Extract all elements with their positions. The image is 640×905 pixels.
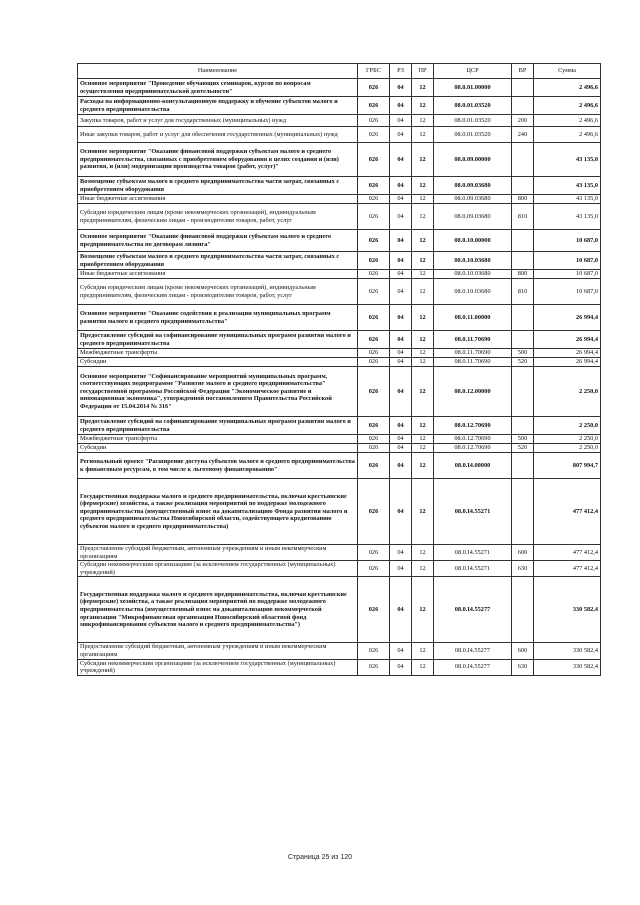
cell-name: Предоставление субсидий на софинансирование муниципальных программ развития малого и среднего предпринимательства bbox=[78, 331, 358, 349]
cell-vr: 200 bbox=[512, 115, 534, 127]
cell-vr bbox=[512, 177, 534, 195]
cell-vr bbox=[512, 577, 534, 643]
cell-rz: 04 bbox=[390, 115, 412, 127]
cell-name: Государственная поддержка малого и среднего предпринимательства, включая крестьянские (фермерские) хозяйства, а также реализация мероприятий по поддержке молодежного предпринимательства (имущественный взнос на докапитализацию Фонда развития малого и среднего предпринимательства Новосибирской области, содействующего кредитованию субъектов малого и среднего предпринимательства) bbox=[78, 479, 358, 545]
table-row bbox=[78, 358, 601, 367]
cell-grbs: 026 bbox=[358, 358, 390, 367]
cell-pr: 12 bbox=[412, 79, 434, 97]
cell-rz: 04 bbox=[390, 643, 412, 659]
cell-sum: 2 496,6 bbox=[534, 127, 601, 143]
cell-name: Межбюджетные трансферты bbox=[78, 349, 358, 358]
cell-grbs: 026 bbox=[358, 115, 390, 127]
cell-vr bbox=[512, 331, 534, 349]
cell-grbs: 026 bbox=[358, 127, 390, 143]
cell-csr: 08.0.I4.55271 bbox=[434, 545, 512, 561]
cell-grbs: 026 bbox=[358, 349, 390, 358]
cell-grbs: 026 bbox=[358, 195, 390, 204]
cell-csr: 08.0.12.00000 bbox=[434, 367, 512, 417]
cell-pr: 12 bbox=[412, 577, 434, 643]
cell-rz: 04 bbox=[390, 270, 412, 279]
cell-grbs: 026 bbox=[358, 177, 390, 195]
cell-vr: 810 bbox=[512, 204, 534, 230]
cell-vr: 600 bbox=[512, 643, 534, 659]
cell-csr: 08.0.09.03680 bbox=[434, 195, 512, 204]
header-grbs: ГРБС bbox=[358, 64, 390, 79]
cell-name: Основное мероприятие "Оказание финансовой поддержки субъектам малого и среднего предпринимательства по договорам лизинга" bbox=[78, 230, 358, 252]
header-sum: Сумма bbox=[534, 64, 601, 79]
table-row bbox=[78, 643, 601, 659]
cell-vr bbox=[512, 453, 534, 479]
cell-csr: 08.0.12.70690 bbox=[434, 444, 512, 453]
cell-name: Субсидии некоммерческим организациям (за исключением государственных (муниципальных) учреждений) bbox=[78, 659, 358, 675]
cell-pr: 12 bbox=[412, 143, 434, 177]
cell-rz: 04 bbox=[390, 230, 412, 252]
cell-pr: 12 bbox=[412, 367, 434, 417]
cell-rz: 04 bbox=[390, 195, 412, 204]
table-row bbox=[78, 204, 601, 230]
cell-rz: 04 bbox=[390, 97, 412, 115]
cell-sum: 477 412,4 bbox=[534, 545, 601, 561]
cell-pr: 12 bbox=[412, 444, 434, 453]
cell-rz: 04 bbox=[390, 279, 412, 305]
cell-vr bbox=[512, 417, 534, 435]
cell-sum: 2 250,0 bbox=[534, 367, 601, 417]
cell-pr: 12 bbox=[412, 479, 434, 545]
cell-grbs: 026 bbox=[358, 270, 390, 279]
cell-pr: 12 bbox=[412, 252, 434, 270]
cell-vr: 500 bbox=[512, 435, 534, 444]
cell-csr: 08.0.11.70690 bbox=[434, 331, 512, 349]
table-row bbox=[78, 115, 601, 127]
cell-csr: 08.0.I4.55277 bbox=[434, 643, 512, 659]
cell-vr: 520 bbox=[512, 358, 534, 367]
cell-vr: 810 bbox=[512, 279, 534, 305]
cell-name: Закупка товаров, работ и услуг для государственных (муниципальных) нужд bbox=[78, 115, 358, 127]
cell-sum: 10 687,0 bbox=[534, 270, 601, 279]
header-pr: ПР bbox=[412, 64, 434, 79]
cell-csr: 08.0.12.70690 bbox=[434, 417, 512, 435]
cell-sum: 10 687,0 bbox=[534, 279, 601, 305]
cell-csr: 08.0.11.00000 bbox=[434, 305, 512, 331]
cell-name: Расходы на информационно-консультационную поддержку и обучение субъектов малого и среднего предпринимательства bbox=[78, 97, 358, 115]
header-rz: РЗ bbox=[390, 64, 412, 79]
cell-name: Субсидии юридическим лицам (кроме некоммерческих организаций), индивидуальным предпринимателям, физическим лицам - производителям товаров, работ, услуг bbox=[78, 204, 358, 230]
cell-csr: 08.0.10.03680 bbox=[434, 270, 512, 279]
cell-rz: 04 bbox=[390, 79, 412, 97]
cell-grbs: 026 bbox=[358, 143, 390, 177]
page-number: Страница 25 из 120 bbox=[287, 854, 353, 861]
cell-rz: 04 bbox=[390, 143, 412, 177]
cell-name: Основное мероприятие "Софинансирование мероприятий муниципальных программ, соответствующих подпрограмме "Развитие малого и среднего предпринимательства" государственной программы Российской Федерации "Экономическое развитие и инновационная экономика", утвержденной постановлением Правительства Российской Федерации от 15.04.2014 № 316" bbox=[78, 367, 358, 417]
cell-rz: 04 bbox=[390, 331, 412, 349]
cell-sum: 330 582,4 bbox=[534, 643, 601, 659]
cell-csr: 08.0.09.00000 bbox=[434, 143, 512, 177]
cell-rz: 04 bbox=[390, 479, 412, 545]
cell-sum: 2 250,0 bbox=[534, 417, 601, 435]
cell-vr bbox=[512, 252, 534, 270]
cell-grbs: 026 bbox=[358, 561, 390, 577]
cell-name: Субсидии bbox=[78, 444, 358, 453]
cell-grbs: 026 bbox=[358, 643, 390, 659]
cell-grbs: 026 bbox=[358, 577, 390, 643]
cell-sum: 43 135,0 bbox=[534, 204, 601, 230]
cell-csr: 08.0.I4.00000 bbox=[434, 453, 512, 479]
cell-grbs: 026 bbox=[358, 444, 390, 453]
table-row bbox=[78, 444, 601, 453]
cell-rz: 04 bbox=[390, 545, 412, 561]
cell-sum: 10 687,0 bbox=[534, 252, 601, 270]
cell-pr: 12 bbox=[412, 115, 434, 127]
cell-vr: 520 bbox=[512, 444, 534, 453]
budget-table bbox=[77, 63, 601, 676]
cell-csr: 08.0.10.03680 bbox=[434, 252, 512, 270]
table-row bbox=[78, 279, 601, 305]
cell-sum: 43 135,0 bbox=[534, 177, 601, 195]
cell-vr: 240 bbox=[512, 127, 534, 143]
cell-rz: 04 bbox=[390, 127, 412, 143]
cell-pr: 12 bbox=[412, 305, 434, 331]
cell-sum: 26 994,4 bbox=[534, 349, 601, 358]
table-row bbox=[78, 349, 601, 358]
cell-vr: 500 bbox=[512, 349, 534, 358]
table-row bbox=[78, 230, 601, 252]
cell-rz: 04 bbox=[390, 177, 412, 195]
cell-rz: 04 bbox=[390, 435, 412, 444]
header-csr: ЦСР bbox=[434, 64, 512, 79]
cell-grbs: 026 bbox=[358, 479, 390, 545]
table-row bbox=[78, 545, 601, 561]
cell-rz: 04 bbox=[390, 367, 412, 417]
cell-vr: 630 bbox=[512, 561, 534, 577]
cell-csr: 08.0.I4.55277 bbox=[434, 577, 512, 643]
cell-pr: 12 bbox=[412, 417, 434, 435]
cell-sum: 26 994,4 bbox=[534, 331, 601, 349]
cell-csr: 08.0.09.03680 bbox=[434, 204, 512, 230]
cell-grbs: 026 bbox=[358, 659, 390, 675]
cell-csr: 08.0.I4.55271 bbox=[434, 561, 512, 577]
cell-grbs: 026 bbox=[358, 230, 390, 252]
cell-name: Предоставление субсидий бюджетным, автономным учреждениям и иным некоммерческим организациям bbox=[78, 643, 358, 659]
cell-name: Межбюджетные трансферты bbox=[78, 435, 358, 444]
table-row bbox=[78, 367, 601, 417]
table-row bbox=[78, 252, 601, 270]
table-row bbox=[78, 331, 601, 349]
cell-sum: 477 412,4 bbox=[534, 479, 601, 545]
cell-pr: 12 bbox=[412, 230, 434, 252]
cell-grbs: 026 bbox=[358, 305, 390, 331]
cell-rz: 04 bbox=[390, 358, 412, 367]
cell-pr: 12 bbox=[412, 358, 434, 367]
cell-name: Субсидии bbox=[78, 358, 358, 367]
cell-pr: 12 bbox=[412, 331, 434, 349]
cell-vr bbox=[512, 79, 534, 97]
cell-grbs: 026 bbox=[358, 97, 390, 115]
cell-vr: 800 bbox=[512, 270, 534, 279]
cell-sum: 10 687,0 bbox=[534, 230, 601, 252]
table-row bbox=[78, 561, 601, 577]
cell-vr: 600 bbox=[512, 545, 534, 561]
cell-rz: 04 bbox=[390, 444, 412, 453]
cell-pr: 12 bbox=[412, 270, 434, 279]
cell-pr: 12 bbox=[412, 177, 434, 195]
cell-name: Региональный проект "Расширение доступа субъектов малого и среднего предпринимательства к финансовым ресурсам, в том числе к льготному финансированию" bbox=[78, 453, 358, 479]
cell-grbs: 026 bbox=[358, 367, 390, 417]
table-header-row bbox=[78, 64, 601, 79]
cell-name: Основное мероприятие "Оказание финансовой поддержки субъектам малого и среднего предпринимательства, связанных с приобретением оборудования в целях создания и (или) развития, и (или) модернизации производства товаров (работ, услуг)" bbox=[78, 143, 358, 177]
cell-pr: 12 bbox=[412, 643, 434, 659]
cell-name: Основное мероприятие "Оказание содействия в реализации муниципальных программ развития малого и среднего предпринимательства" bbox=[78, 305, 358, 331]
cell-sum: 43 135,0 bbox=[534, 143, 601, 177]
cell-name: Возмещение субъектам малого и среднего предпринимательства части затрат, связанных с приобретением оборудования bbox=[78, 177, 358, 195]
cell-grbs: 026 bbox=[358, 453, 390, 479]
cell-sum: 2 496,6 bbox=[534, 115, 601, 127]
table-row bbox=[78, 97, 601, 115]
cell-grbs: 026 bbox=[358, 331, 390, 349]
cell-rz: 04 bbox=[390, 204, 412, 230]
cell-rz: 04 bbox=[390, 561, 412, 577]
cell-name: Субсидии юридическим лицам (кроме некоммерческих организаций), индивидуальным предпринимателям, физическим лицам - производителям товаров, работ, услуг bbox=[78, 279, 358, 305]
cell-sum: 2 250,0 bbox=[534, 435, 601, 444]
cell-grbs: 026 bbox=[358, 545, 390, 561]
cell-csr: 08.0.01.03520 bbox=[434, 115, 512, 127]
cell-name: Иные бюджетные ассигнования bbox=[78, 270, 358, 279]
cell-pr: 12 bbox=[412, 204, 434, 230]
cell-pr: 12 bbox=[412, 279, 434, 305]
cell-name: Основное мероприятие "Проведение обучающих семинаров, курсов по вопросам осуществления предпринимательской деятельности" bbox=[78, 79, 358, 97]
table-row bbox=[78, 79, 601, 97]
table-row bbox=[78, 479, 601, 545]
table-body bbox=[78, 79, 601, 676]
cell-pr: 12 bbox=[412, 127, 434, 143]
cell-csr: 08.0.10.03680 bbox=[434, 279, 512, 305]
cell-rz: 04 bbox=[390, 252, 412, 270]
table-row bbox=[78, 417, 601, 435]
cell-rz: 04 bbox=[390, 417, 412, 435]
cell-name: Иные закупки товаров, работ и услуг для обеспечения государственных (муниципальных) нужд bbox=[78, 127, 358, 143]
cell-pr: 12 bbox=[412, 349, 434, 358]
cell-grbs: 026 bbox=[358, 204, 390, 230]
cell-vr bbox=[512, 230, 534, 252]
cell-rz: 04 bbox=[390, 349, 412, 358]
cell-name: Предоставление субсидий бюджетным, автономным учреждениям и иным некоммерческим организациям bbox=[78, 545, 358, 561]
cell-grbs: 026 bbox=[358, 279, 390, 305]
cell-csr: 08.0.I4.55277 bbox=[434, 659, 512, 675]
cell-name: Иные бюджетные ассигнования bbox=[78, 195, 358, 204]
cell-sum: 477 412,4 bbox=[534, 561, 601, 577]
table-row bbox=[78, 270, 601, 279]
cell-vr bbox=[512, 305, 534, 331]
cell-sum: 43 135,0 bbox=[534, 195, 601, 204]
table-row bbox=[78, 577, 601, 643]
cell-csr: 08.0.09.03680 bbox=[434, 177, 512, 195]
cell-pr: 12 bbox=[412, 195, 434, 204]
cell-vr bbox=[512, 367, 534, 417]
cell-pr: 12 bbox=[412, 97, 434, 115]
table-row bbox=[78, 177, 601, 195]
cell-pr: 12 bbox=[412, 561, 434, 577]
cell-csr: 08.0.10.00000 bbox=[434, 230, 512, 252]
cell-vr bbox=[512, 143, 534, 177]
cell-sum: 26 994,4 bbox=[534, 305, 601, 331]
cell-vr: 630 bbox=[512, 659, 534, 675]
cell-name: Предоставление субсидий на софинансирование муниципальных программ развития малого и среднего предпринимательства bbox=[78, 417, 358, 435]
cell-pr: 12 bbox=[412, 435, 434, 444]
cell-csr: 08.0.12.70690 bbox=[434, 435, 512, 444]
cell-vr: 800 bbox=[512, 195, 534, 204]
cell-csr: 08.0.01.03520 bbox=[434, 127, 512, 143]
cell-csr: 08.0.11.70690 bbox=[434, 358, 512, 367]
cell-csr: 08.0.01.00000 bbox=[434, 79, 512, 97]
cell-rz: 04 bbox=[390, 577, 412, 643]
cell-sum: 2 496,6 bbox=[534, 97, 601, 115]
cell-csr: 08.0.01.03520 bbox=[434, 97, 512, 115]
budget-table-container bbox=[77, 63, 600, 676]
header-vr: ВР bbox=[512, 64, 534, 79]
table-row bbox=[78, 659, 601, 675]
table-row bbox=[78, 127, 601, 143]
cell-sum: 2 250,0 bbox=[534, 444, 601, 453]
table-row bbox=[78, 453, 601, 479]
cell-csr: 08.0.11.70690 bbox=[434, 349, 512, 358]
cell-grbs: 026 bbox=[358, 417, 390, 435]
cell-sum: 807 994,7 bbox=[534, 453, 601, 479]
cell-sum: 330 582,4 bbox=[534, 659, 601, 675]
cell-vr bbox=[512, 97, 534, 115]
cell-sum: 330 582,4 bbox=[534, 577, 601, 643]
table-row bbox=[78, 305, 601, 331]
cell-vr bbox=[512, 479, 534, 545]
header-name: Наименование bbox=[78, 64, 358, 79]
cell-pr: 12 bbox=[412, 453, 434, 479]
cell-grbs: 026 bbox=[358, 435, 390, 444]
cell-name: Возмещение субъектам малого и среднего предпринимательства части затрат, связанных с приобретением оборудования bbox=[78, 252, 358, 270]
cell-sum: 26 994,4 bbox=[534, 358, 601, 367]
cell-name: Субсидии некоммерческим организациям (за исключением государственных (муниципальных) учреждений) bbox=[78, 561, 358, 577]
cell-grbs: 026 bbox=[358, 252, 390, 270]
table-row bbox=[78, 195, 601, 204]
cell-pr: 12 bbox=[412, 545, 434, 561]
cell-sum: 2 496,6 bbox=[534, 79, 601, 97]
cell-grbs: 026 bbox=[358, 79, 390, 97]
cell-rz: 04 bbox=[390, 453, 412, 479]
cell-csr: 08.0.I4.55271 bbox=[434, 479, 512, 545]
cell-pr: 12 bbox=[412, 659, 434, 675]
table-row bbox=[78, 435, 601, 444]
cell-rz: 04 bbox=[390, 305, 412, 331]
cell-name: Государственная поддержка малого и среднего предпринимательства, включая крестьянские (фермерские) хозяйства, а также реализация мероприятий по поддержке молодежного предпринимательства (имущественный взнос на докапитализацию некоммерческой организации "Микрофинансовая организация Новосибирский областной фонд микрофинансирования субъектов малого и среднего предпринимательства") bbox=[78, 577, 358, 643]
cell-rz: 04 bbox=[390, 659, 412, 675]
table-row bbox=[78, 143, 601, 177]
